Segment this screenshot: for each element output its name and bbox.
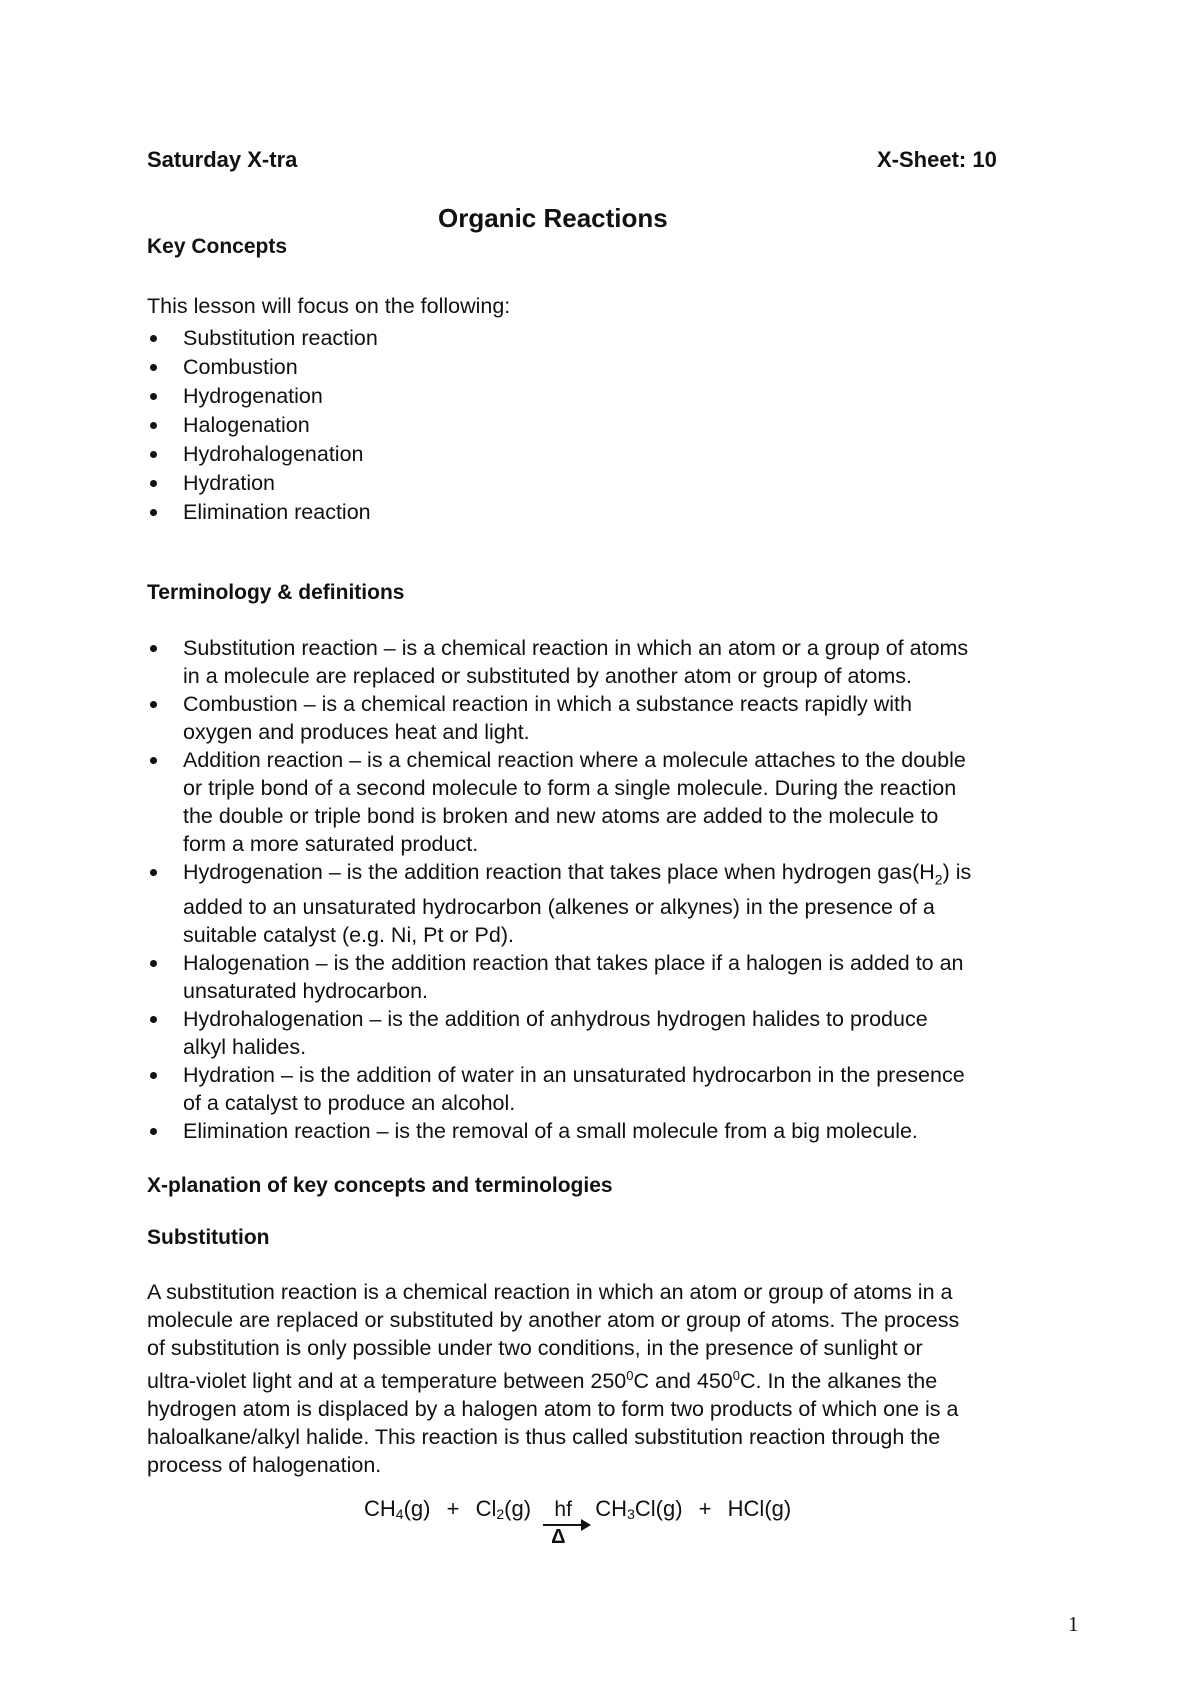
definition-line: ) is [942, 860, 972, 884]
definition-line: of a catalyst to produce an alcohol. [183, 1091, 516, 1116]
arrow-head-icon [581, 1519, 591, 1531]
definition-line: alkyl halides. [183, 1035, 307, 1060]
explanation-heading: X-planation of key concepts and terminologies [147, 1174, 613, 1197]
paragraph-line: C. In the alkanes the [739, 1369, 938, 1394]
definition-item [147, 1005, 971, 1061]
definition-line: suitable catalyst (e.g. Ni, Pt or Pd). [183, 923, 514, 948]
paragraph-line: hydrogen atom is displaced by a halogen atom to form two products of which one is a [147, 1397, 959, 1422]
definition-item [147, 858, 971, 949]
superscript: 0 [732, 1368, 740, 1383]
definition-line: added to an unsaturated hydrocarbon (alkenes or alkynes) in the presence of a [183, 895, 935, 920]
definition-line: Addition reaction – is a chemical reaction where a molecule attaches to the double [183, 748, 966, 772]
definition-line: Substitution reaction – is a chemical reaction in which an atom or a group of atoms [183, 636, 969, 660]
key-concepts-list [147, 324, 378, 527]
list-item: Substitution reaction [147, 324, 378, 353]
header-left: Saturday X-tra [147, 147, 298, 172]
list-item: Hydrogenation [147, 382, 378, 411]
definition-item [147, 1061, 971, 1117]
definition-line: oxygen and produces heat and light. [183, 720, 530, 744]
substitution-heading: Substitution [147, 1226, 270, 1249]
definition-line: Elimination reaction – is the removal of a small molecule from a big molecule. [183, 1119, 918, 1144]
definition-item [147, 746, 971, 858]
reactant-1: $CH_4(g)$ [364, 1496, 431, 1522]
substitution-paragraph [147, 1278, 1087, 1479]
definition-line: Halogenation – is the addition reaction that takes place if a halogen is added to an [183, 951, 964, 976]
key-concepts-intro: This lesson will focus on the following: [147, 294, 511, 318]
list-item: Combustion [147, 353, 378, 382]
definition-line: Hydrogenation – is the addition reaction that takes place when hydrogen gas(H [183, 860, 935, 884]
reaction-arrow [537, 1498, 589, 1548]
paragraph-line: C and 450 [633, 1369, 733, 1394]
terminology-list [147, 634, 971, 1145]
definition-item [147, 949, 971, 1005]
paragraph-line: haloalkane/alkyl halide. This reaction is thus called substitution reaction through the [147, 1425, 941, 1450]
paragraph-line: molecule are replaced or substituted by another atom or group of atoms. The process [147, 1308, 960, 1332]
chemical-equation [364, 1496, 792, 1548]
superscript: 0 [626, 1368, 634, 1383]
arrow-condition-bottom: Δ [551, 1526, 566, 1548]
definition-line: Hydrohalogenation – is the addition of anhydrous hydrogen halides to produce [183, 1007, 928, 1032]
arrow-condition-top: hf [554, 1498, 572, 1521]
key-concepts-heading: Key Concepts [147, 235, 288, 258]
list-item: Halogenation [147, 411, 378, 440]
paragraph-line: process of halogenation. [147, 1453, 382, 1478]
definition-line: the double or triple bond is broken and new atoms are added to the molecule to [183, 804, 939, 828]
definition-item [147, 690, 971, 746]
list-item: Hydrohalogenation [147, 440, 378, 469]
plus-sign: + [698, 1496, 712, 1521]
product-2: HCl(g) [727, 1496, 792, 1521]
subscript: 2 [934, 871, 943, 888]
product-1: $CH_3Cl(g)$ [595, 1496, 683, 1522]
definition-line: unsaturated hydrocarbon. [183, 979, 429, 1004]
definition-item [147, 1117, 971, 1145]
page-number: 1 [1068, 1612, 1079, 1636]
paragraph-line: of substitution is only possible under two conditions, in the presence of sunlight or [147, 1336, 923, 1360]
definition-line: in a molecule are replaced or substituted by another atom or group of atoms. [183, 664, 913, 688]
definition-line: form a more saturated product. [183, 832, 479, 856]
definition-line: or triple bond of a second molecule to form a single molecule. During the reaction [183, 776, 957, 800]
paragraph-line: ultra-violet light and at a temperature between 250 [147, 1369, 627, 1394]
reactant-2: $Cl_2(g)$ [475, 1496, 532, 1522]
list-item: Elimination reaction [147, 498, 378, 527]
plus-sign: + [446, 1496, 460, 1521]
paragraph-line: A substitution reaction is a chemical reaction in which an atom or group of atoms in a [147, 1280, 953, 1304]
page-title: Organic Reactions [438, 203, 668, 233]
definition-line: Combustion – is a chemical reaction in which a substance reacts rapidly with [183, 692, 912, 716]
list-item: Hydration [147, 469, 378, 498]
header-right: X-Sheet: 10 [877, 147, 997, 172]
definition-line: Hydration – is the addition of water in an unsaturated hydrocarbon in the presence [183, 1063, 965, 1088]
terminology-heading: Terminology & definitions [147, 581, 405, 604]
definition-item [147, 634, 971, 690]
